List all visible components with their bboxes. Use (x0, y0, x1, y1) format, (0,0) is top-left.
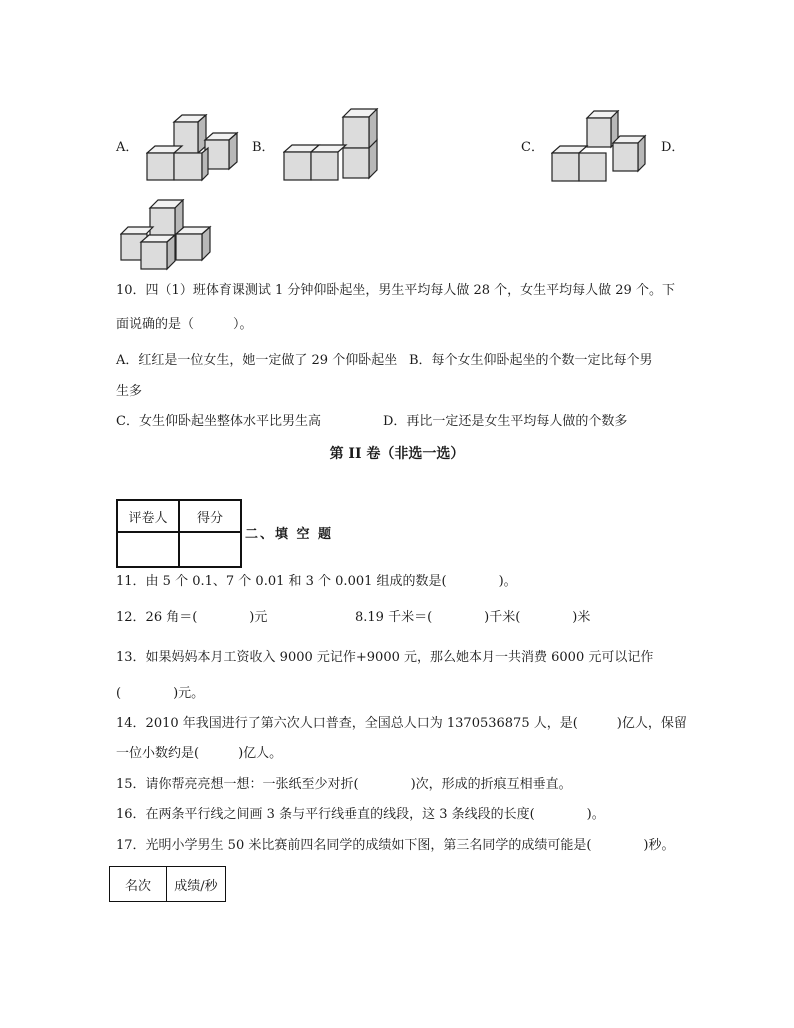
rank-table (109, 866, 226, 902)
q10-option-c: C．女生仰卧起坐整体水平比男生高 (116, 414, 321, 429)
option-a-label: A． (116, 140, 139, 155)
q10-line1: 10．四（1）班体育课测试 1 分钟仰卧起坐，男生平均每人做 28 个，女生平均每人做 29 个。下 (116, 283, 675, 298)
section-title: 二、填 空 题 (245, 527, 334, 542)
option-b-cube-figure (283, 108, 383, 183)
option-a-cube-figure (146, 114, 242, 182)
rank-table-header-time: 成绩/秒 (167, 867, 226, 902)
q10-option-a: A．红红是一位女生，她一定做了 29 个仰卧起坐 (116, 353, 398, 368)
question-12-part2: 8.19 千米＝( )千米( )米 (355, 610, 591, 625)
option-b-label: B． (252, 140, 275, 155)
rank-table-header-rank: 名次 (110, 867, 167, 902)
q10-option-d: D．再比一定还是女生平均每人做的个数多 (383, 414, 628, 429)
score-table (116, 499, 242, 568)
question-16: 16．在两条平行线之间画 3 条与平行线垂直的线段，这 3 条线段的长度( )。 (116, 807, 605, 822)
question-13-line1: 13．如果妈妈本月工资收入 9000 元记作+9000 元，那么她本月一共消费 6000 元可以记作 (116, 650, 654, 665)
question-12-part1: 12．26 角＝( )元 (116, 610, 268, 625)
question-11: 11．由 5 个 0.1、7 个 0.01 和 3 个 0.001 组成的数是( )。 (116, 574, 517, 589)
score-table-header-grader: 评卷人 (117, 500, 179, 532)
option-c-cube-figure (551, 110, 651, 184)
score-table-grader-cell (117, 532, 179, 567)
question-14-line1: 14．2010 年我国进行了第六次人口普查，全国总人口为 1370536875 人，是( )亿人，保留 (116, 716, 687, 731)
option-d-label: D． (661, 140, 685, 155)
question-15: 15．请你帮亮亮想一想：一张纸至少对折( )次，形成的折痕互相垂直。 (116, 777, 572, 792)
q10-option-b-cont: 生多 (116, 384, 143, 399)
score-table-score-cell (179, 532, 241, 567)
part2-title: 第 II 卷（非选一选） (329, 446, 465, 462)
option-c-label: C． (521, 140, 544, 155)
score-table-header-score: 得分 (179, 500, 241, 532)
q10-line2: 面说确的是（ ）。 (116, 317, 253, 332)
question-14-line2: 一位小数约是( )亿人。 (116, 746, 283, 761)
q10-option-b: B．每个女生仰卧起坐的个数一定比每个男 (409, 353, 653, 368)
option-d-cube-figure (120, 199, 216, 273)
question-13-line2: ( )元。 (116, 686, 205, 701)
question-17: 17．光明小学男生 50 米比赛前四名同学的成绩如下图，第三名同学的成绩可能是( )秒。 (116, 838, 675, 853)
